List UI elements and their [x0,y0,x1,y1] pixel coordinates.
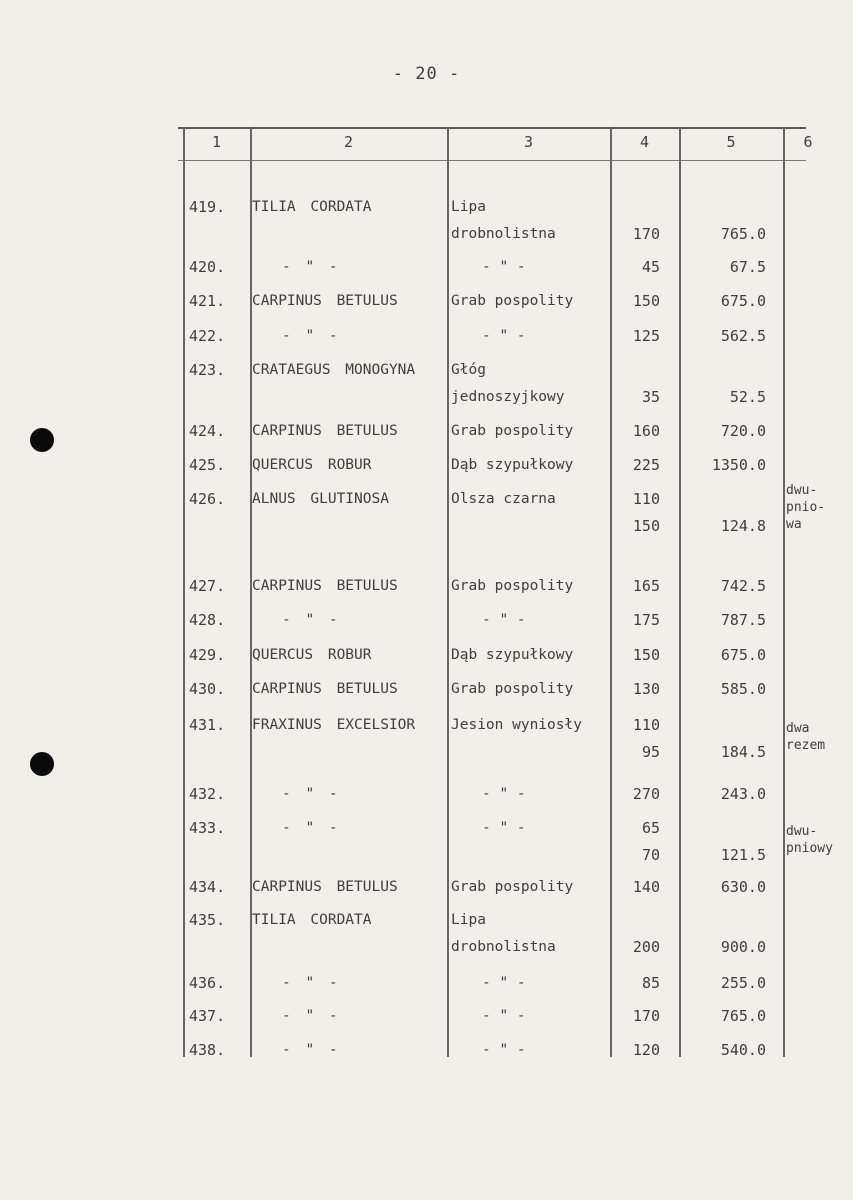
column-header: 4 [639,133,650,151]
value-col4: 150 [632,646,660,664]
latin-name: CARPINUS BETULUS [252,879,398,895]
value-col5: 121.5 [720,846,766,864]
row-number: 433. [189,819,226,837]
polish-name: drobnolistna [451,939,556,955]
value-col4: 200 [632,938,660,956]
value-col4: 125 [632,327,660,345]
punch-hole [30,752,54,776]
polish-name: Olsza czarna [451,491,556,507]
latin-name: - " - [282,975,338,991]
polish-name: - " - [482,328,526,344]
polish-name: jednoszyjkowy [451,389,565,405]
row-number: 424. [189,422,226,440]
value-col4: 110 [632,490,660,508]
remark-note: rezem [786,738,826,753]
value-col5: 765.0 [720,225,766,243]
value-col5: 184.5 [720,743,766,761]
row-number: 434. [189,878,226,896]
punch-hole [30,428,54,452]
value-col4: 170 [632,225,660,243]
latin-name: - " - [282,612,338,628]
value-col5: 255.0 [720,974,766,992]
value-col4: 270 [632,785,660,803]
column-separator [783,127,785,1057]
value-col5: 675.0 [720,292,766,310]
row-number: 422. [189,327,226,345]
value-col5: 900.0 [720,938,766,956]
value-col4: 85 [641,974,660,992]
polish-name: - " - [482,612,526,628]
column-header: 2 [343,133,354,151]
latin-name: - " - [282,820,338,836]
column-separator [679,127,681,1057]
remark-note: dwu- [786,824,818,839]
value-col5: 630.0 [720,878,766,896]
row-number: 435. [189,911,226,929]
table-top-rule [178,127,806,129]
value-col5: 765.0 [720,1007,766,1025]
column-header: 1 [211,133,222,151]
row-number: 426. [189,490,226,508]
column-header: 6 [803,133,813,151]
latin-name: CARPINUS BETULUS [252,423,398,439]
latin-name: CARPINUS BETULUS [252,293,398,309]
latin-name: TILIA CORDATA [252,912,372,928]
polish-name: Jesion wyniosły [451,717,582,733]
polish-name: - " - [482,1042,526,1058]
polish-name: - " - [482,1008,526,1024]
row-number: 419. [189,198,226,216]
value-col5: 67.5 [729,258,766,276]
row-number: 420. [189,258,226,276]
polish-name: Grab pospolity [451,578,574,594]
value-col5: 742.5 [720,577,766,595]
remark-note: pnio- [786,500,826,515]
latin-name: - " - [282,1008,338,1024]
polish-name: - " - [482,975,526,991]
value-col4: 130 [632,680,660,698]
polish-name: - " - [482,259,526,275]
value-col5: 585.0 [720,680,766,698]
value-col4: 45 [641,258,660,276]
value-col5: 562.5 [720,327,766,345]
value-col4: 150 [632,292,660,310]
value-col5: 720.0 [720,422,766,440]
latin-name: - " - [282,259,338,275]
row-number: 429. [189,646,226,664]
header-bottom-rule [178,160,806,161]
column-header: 5 [726,133,736,151]
remark-note: pniowy [786,841,833,856]
latin-name: QUERCUS ROBUR [252,647,372,663]
latin-name: FRAXINUS EXCELSIOR [252,717,416,733]
value-col4: 165 [632,577,660,595]
remark-note: dwu- [786,483,818,498]
latin-name: - " - [282,1042,338,1058]
page-number: - 20 - [392,64,461,84]
value-col5: 1350.0 [711,456,766,474]
polish-name: Głóg [451,362,486,378]
row-number: 423. [189,361,226,379]
latin-name: CARPINUS BETULUS [252,681,398,697]
latin-name: QUERCUS ROBUR [252,457,372,473]
value-col4: 170 [632,1007,660,1025]
value-col4: 110 [632,716,660,734]
value-col4: 160 [632,422,660,440]
polish-name: - " - [482,786,526,802]
polish-name: Lipa [451,912,486,928]
value-col5: 243.0 [720,785,766,803]
value-col5: 52.5 [729,388,766,406]
row-number: 425. [189,456,226,474]
column-separator [183,127,185,1057]
row-number: 436. [189,974,226,992]
value-col4: 65 [641,819,660,837]
latin-name: TILIA CORDATA [252,199,372,215]
polish-name: Dąb szypułkowy [451,457,574,473]
latin-name: CRATAEGUS MONOGYNA [252,362,416,378]
polish-name: Grab pospolity [451,423,574,439]
row-number: 431. [189,716,226,734]
value-col4: 35 [641,388,660,406]
row-number: 438. [189,1041,226,1059]
value-col4: 150 [632,517,660,535]
row-number: 437. [189,1007,226,1025]
value-col4: 120 [632,1041,660,1059]
polish-name: Grab pospolity [451,293,574,309]
value-col4: 140 [632,878,660,896]
latin-name: ALNUS GLUTINOSA [252,491,389,507]
row-number: 428. [189,611,226,629]
polish-name: Grab pospolity [451,681,574,697]
polish-name: drobnolistna [451,226,556,242]
polish-name: Grab pospolity [451,879,574,895]
value-col4: 225 [632,456,660,474]
value-col4: 95 [641,743,660,761]
latin-name: - " - [282,786,338,802]
row-number: 421. [189,292,226,310]
column-header: 3 [523,133,534,151]
polish-name: - " - [482,820,526,836]
polish-name: Dąb szypułkowy [451,647,574,663]
row-number: 430. [189,680,226,698]
remark-note: dwa [786,721,810,736]
value-col5: 124.8 [720,517,766,535]
column-separator [447,127,449,1057]
polish-name: Lipa [451,199,486,215]
value-col5: 675.0 [720,646,766,664]
value-col4: 175 [632,611,660,629]
latin-name: CARPINUS BETULUS [252,578,398,594]
value-col5: 787.5 [720,611,766,629]
remark-note: wa [786,517,802,532]
latin-name: - " - [282,328,338,344]
value-col4: 70 [641,846,660,864]
value-col5: 540.0 [720,1041,766,1059]
row-number: 432. [189,785,226,803]
row-number: 427. [189,577,226,595]
